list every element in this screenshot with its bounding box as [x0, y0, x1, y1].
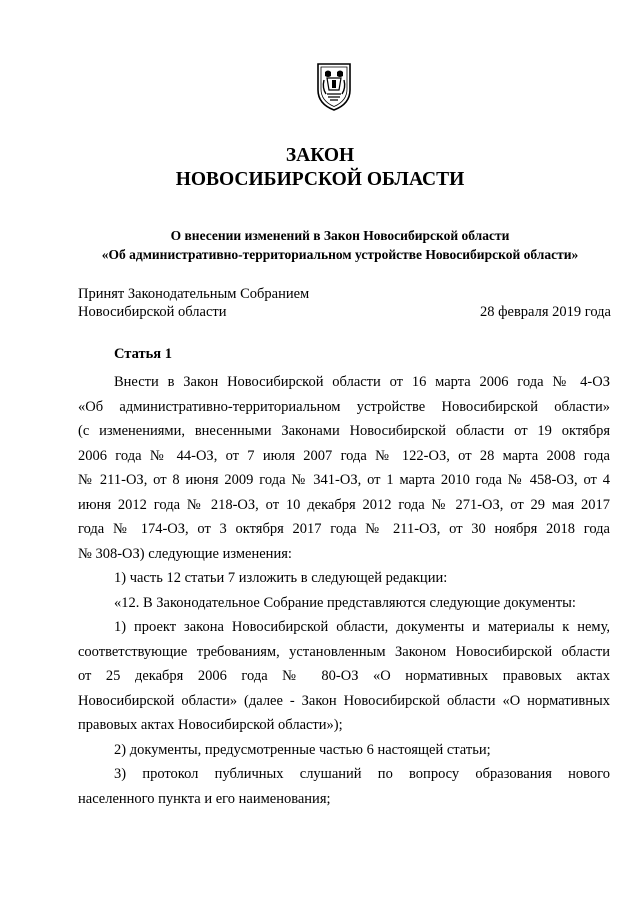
- text-line: 2006 года № 44-ОЗ, от 7 июля 2007 года № 122-ОЗ, от 28 марта 2008 года: [78, 447, 610, 464]
- text-line: № 308-ОЗ) следующие изменения:: [78, 545, 292, 562]
- law-region-title: НОВОСИБИРСКОЙ ОБЛАСТИ: [175, 169, 465, 190]
- law-title: ЗАКОН: [285, 145, 355, 166]
- text-line: 2) документы, предусмотренные частью 6 настоящей статьи;: [114, 741, 491, 758]
- adoption-line: Принят Законодательным Собранием: [78, 286, 310, 302]
- text-line: «Об административно-территориальном устройстве Новосибирской области»: [78, 398, 610, 415]
- adoption-info: [78, 285, 309, 321]
- text-line: 3) протокол публичных слушаний по вопросу образования нового: [114, 766, 610, 782]
- text-line: № 211-ОЗ, от 8 июня 2009 года № 341-ОЗ, от 1 марта 2010 года № 458-ОЗ, от 4: [78, 472, 610, 488]
- adoption-date: 28 февраля 2019 года: [479, 304, 611, 320]
- text-line: июня 2012 года № 218-ОЗ, от 10 декабря 2012 года № 271-ОЗ, от 29 мая 2017: [78, 496, 610, 513]
- novosibirsk-coat-of-arms-icon: [315, 60, 353, 112]
- text-line: Новосибирской области» (далее - Закон Новосибирской области «О нормативных: [78, 692, 610, 709]
- adoption-line: Новосибирской области: [78, 304, 227, 320]
- text-line: от 25 декабря 2006 года № 80-ОЗ «О нормативных правовых актах: [78, 668, 610, 684]
- text-line: (с изменениями, внесенными Законами Новосибирской области от 19 октября: [78, 423, 610, 439]
- text-line: соответствующие требованиям, установленным Законом Новосибирской области: [78, 643, 610, 660]
- text-line: населенного пункта и его наименования;: [78, 790, 331, 807]
- text-line: года № 174-ОЗ, от 3 октября 2017 года № 211-ОЗ, от 30 ноября 2018 года: [78, 521, 610, 537]
- subtitle-line: О внесении изменений в Закон Новосибирской области: [170, 228, 510, 243]
- law-subtitle: [60, 226, 620, 264]
- quoted-part-start: «12. В Законодательное Собрание представляются следующие документы:: [114, 594, 576, 611]
- text-line: Внести в Закон Новосибирской области от 16 марта 2006 года № 4-ОЗ: [114, 374, 610, 390]
- subtitle-line: «Об административно-территориальном устройстве Новосибирской области»: [101, 247, 579, 262]
- article-heading: Статья 1: [114, 346, 172, 362]
- article-intro: [78, 370, 610, 811]
- text-line: 1) проект закона Новосибирской области, документы и материалы к нему,: [114, 619, 610, 635]
- text-line: правовых актах Новосибирской области»);: [78, 717, 343, 733]
- amendment-item: 1) часть 12 статьи 7 изложить в следующей редакции:: [114, 570, 448, 586]
